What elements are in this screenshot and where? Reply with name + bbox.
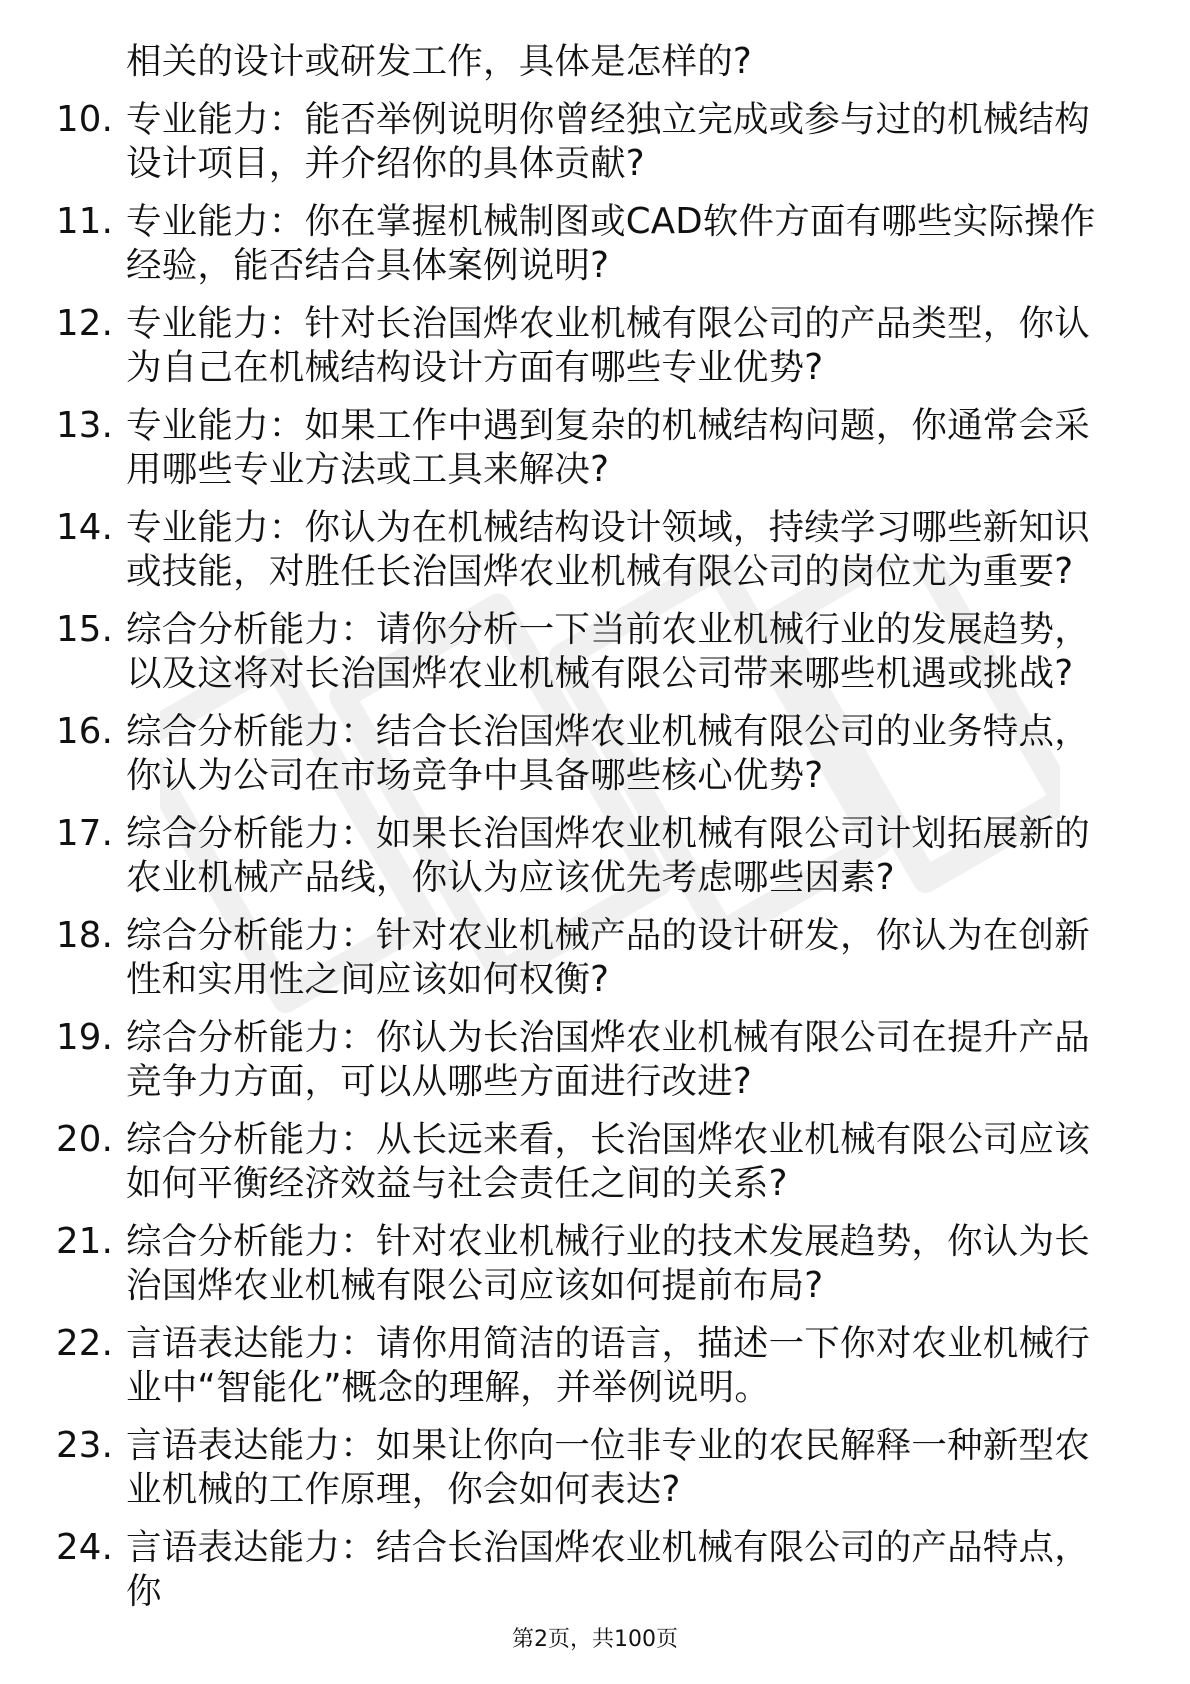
item-text: 专业能力：能否举例说明你曾经独立完成或参与过的机械结构设计项目，并介绍你的具体贡献?	[126, 99, 1090, 184]
list-item	[0, 1526, 1116, 1614]
item-text: 言语表达能力：请你用简洁的语言，描述一下你对农业机械行业中“智能化”概念的理解，并举例说明。	[126, 1323, 1090, 1408]
list-item	[0, 1424, 1116, 1512]
list-item	[0, 1016, 1116, 1104]
item-number: 24.	[56, 1527, 114, 1568]
item-number: 23.	[56, 1425, 114, 1466]
item-number: 13.	[56, 405, 114, 446]
item-number: 12.	[56, 303, 114, 344]
item-text: 专业能力：针对长治国烨农业机械有限公司的产品类型，你认为自己在机械结构设计方面有哪些专业优势?	[126, 303, 1090, 388]
item-text: 言语表达能力：结合长治国烨农业机械有限公司的产品特点，你	[126, 1527, 1090, 1612]
item-number: 10.	[56, 99, 114, 140]
item-number: 16.	[56, 711, 114, 752]
item-text: 综合分析能力：针对农业机械行业的技术发展趋势，你认为长治国烨农业机械有限公司应该如何提前布局?	[126, 1221, 1090, 1306]
item-text: 专业能力：你在掌握机械制图或CAD软件方面有哪些实际操作经验，能否结合具体案例说明?	[126, 201, 1096, 286]
item-text: 综合分析能力：针对农业机械产品的设计研发，你认为在创新性和实用性之间应该如何权衡?	[126, 915, 1090, 1000]
list-item	[0, 812, 1116, 900]
item-text: 相关的设计或研发工作，具体是怎样的?	[126, 41, 752, 82]
list-item	[0, 302, 1116, 390]
item-number: 17.	[56, 813, 114, 854]
list-item	[0, 98, 1116, 186]
list-item	[0, 1118, 1116, 1206]
item-text: 综合分析能力：从长远来看，长治国烨农业机械有限公司应该如何平衡经济效益与社会责任之间的关系?	[126, 1119, 1090, 1204]
list-item	[0, 200, 1116, 288]
item-number: 21.	[56, 1221, 114, 1262]
list-item	[0, 404, 1116, 492]
item-number: 20.	[56, 1119, 114, 1160]
item-text: 综合分析能力：如果长治国烨农业机械有限公司计划拓展新的农业机械产品线，你认为应该优先考虑哪些因素?	[126, 813, 1090, 898]
list-item-continuation	[0, 40, 1116, 84]
list-item	[0, 1322, 1116, 1410]
question-list	[0, 40, 1190, 1628]
item-text: 综合分析能力：你认为长治国烨农业机械有限公司在提升产品竞争力方面，可以从哪些方面进行改进?	[126, 1017, 1090, 1102]
item-number: 11.	[56, 201, 114, 242]
item-text: 专业能力：你认为在机械结构设计领域，持续学习哪些新知识或技能，对胜任长治国烨农业机械有限公司的岗位尤为重要?	[126, 507, 1090, 592]
item-number: 14.	[56, 507, 114, 548]
list-item	[0, 914, 1116, 1002]
list-item	[0, 1220, 1116, 1308]
item-text: 专业能力：如果工作中遇到复杂的机械结构问题，你通常会采用哪些专业方法或工具来解决?	[126, 405, 1090, 490]
page-number-label: 第2页，共100页	[512, 1627, 678, 1652]
list-item	[0, 710, 1116, 798]
item-number: 18.	[56, 915, 114, 956]
page-footer	[0, 1626, 1190, 1654]
item-text: 综合分析能力：结合长治国烨农业机械有限公司的业务特点，你认为公司在市场竞争中具备哪些核心优势?	[126, 711, 1090, 796]
item-text: 综合分析能力：请你分析一下当前农业机械行业的发展趋势，以及这将对长治国烨农业机械有限公司带来哪些机遇或挑战?	[126, 609, 1090, 694]
item-number: 15.	[56, 609, 114, 650]
item-number: 22.	[56, 1323, 114, 1364]
item-number: 19.	[56, 1017, 114, 1058]
list-item	[0, 608, 1116, 696]
list-item	[0, 506, 1116, 594]
item-text: 言语表达能力：如果让你向一位非专业的农民解释一种新型农业机械的工作原理，你会如何表达?	[126, 1425, 1090, 1510]
